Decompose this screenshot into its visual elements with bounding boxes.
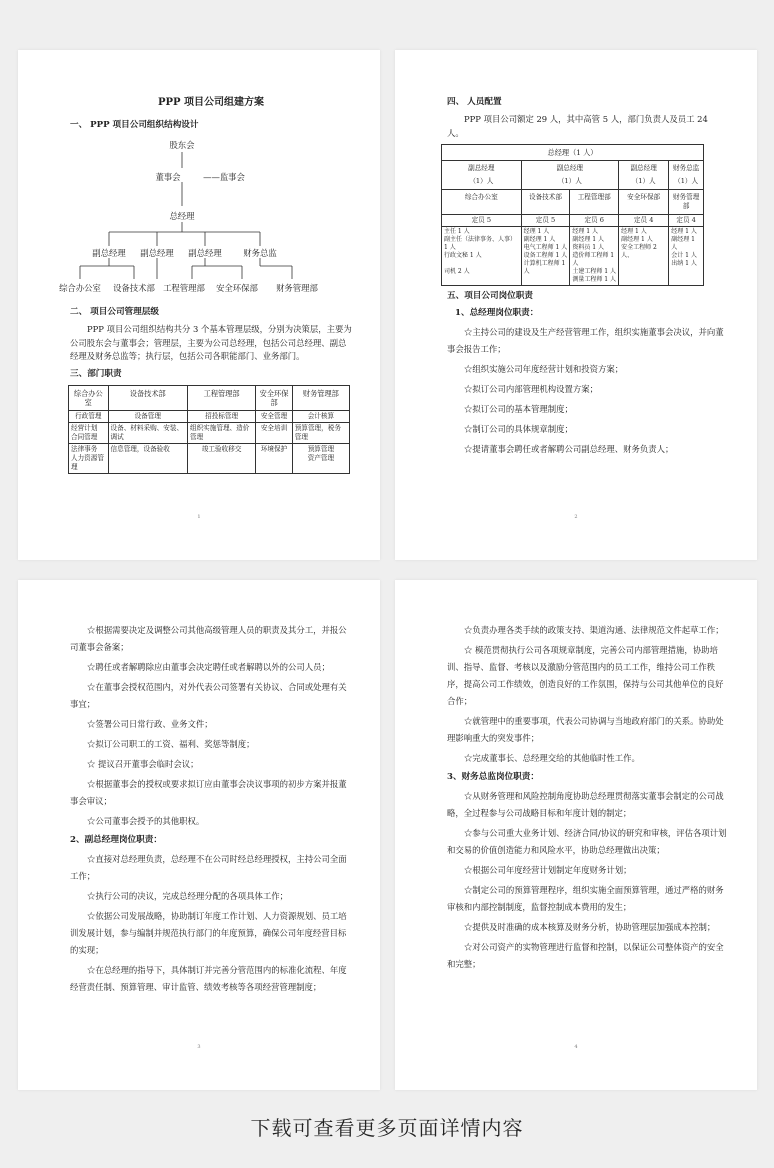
duty-item: ☆拟订公司职工的工资、福利、奖惩等制度； xyxy=(87,739,255,749)
table-cell: 定员 5 xyxy=(442,215,522,227)
table-cell: 财务总监 （1）人 xyxy=(669,161,704,190)
duty-item: ☆负责办理各类手续的政策支持、渠道沟通、法律规范文件起草工作； xyxy=(464,625,724,635)
org-node-dept: 设备技术部 xyxy=(113,283,155,293)
section-4-text: PPP 项目公司额定 29 人，其中高管 5 人，部门负责人及员工 24 人。 xyxy=(447,114,708,138)
org-chart xyxy=(52,136,334,306)
duty-item: ☆提供及时准确的成本核算及财务分析，协助管理层加强成本控制； xyxy=(464,922,716,932)
org-node-dept: 工程管理部 xyxy=(163,283,205,293)
section-3-heading: 三、部门职责 xyxy=(70,368,122,379)
document-page-4 xyxy=(395,580,757,1090)
org-node-vp: 副总经理 xyxy=(140,248,174,258)
duty-item: ☆根据公司年度经营计划制定年度财务计划； xyxy=(464,865,632,875)
duty-item: ☆拟订公司内部管理机构设置方案； xyxy=(464,384,598,394)
duty-item: ☆拟订公司的基本管理制度； xyxy=(464,404,573,414)
table-header: 综合办公室 xyxy=(69,385,109,410)
duty-item: ☆主持公司的建设及生产经营管理工作，组织实施董事会决议，并向董事会报告工作； xyxy=(447,327,724,354)
duty-item: ☆直接对总经理负责，总经理不在公司时经总经理授权，主持公司全面工作； xyxy=(70,854,347,881)
table-cell: 财务管理部 xyxy=(669,190,704,215)
org-node-vp: 副总经理 xyxy=(92,248,126,258)
table-cell: 经理 1 人 副经理 1 人 电气工程师 1 人 设备工程师 1 人 计算机工程师 1 人 xyxy=(521,227,570,286)
table-cell: 竣工验收移交 xyxy=(187,443,255,473)
table-header: 总经理（1 人） xyxy=(442,145,704,161)
duty-item: ☆提请董事会聘任或者解聘公司副总经理、财务负责人； xyxy=(464,444,674,454)
table-cell: 工程管理部 xyxy=(570,190,619,215)
table-cell: 安全培训 xyxy=(256,422,292,443)
table-cell: 副总经理 （1）人 xyxy=(442,161,522,190)
page-number: 2 xyxy=(574,514,578,520)
table-header: 财务管理部 xyxy=(292,385,349,410)
table-cell: 安全环保部 xyxy=(619,190,669,215)
document-page-2 xyxy=(395,50,757,560)
staffing-table xyxy=(441,144,704,286)
table-cell: 设备、材料采购、安装、调试 xyxy=(108,422,187,443)
table-cell: 定员 6 xyxy=(570,215,619,227)
table-cell: 组织实施管理、造价管理 xyxy=(187,422,255,443)
duty-item: ☆根据董事会的授权或要求拟订应由董事会决议事项的初步方案并报董事会审议； xyxy=(70,779,347,806)
table-cell: 经理 1 人 副经理 1 人 会计 1 人 出纳 1 人 xyxy=(669,227,704,286)
duty-item: ☆组织实施公司年度经营计划和投资方案； xyxy=(464,364,624,374)
duty-item: ☆制定公司的预算管理程序，组织实施全面预算管理，通过严格的财务审核和内部控制制度，监督控制成本费用的发生； xyxy=(447,885,724,912)
table-cell: 经理 1 人 副经理 1 人 资料员 1 人 造价师工程师 1 人 土建工程师 1 人 测量工程师 1 人 xyxy=(570,227,619,286)
table-cell: 预算管理 资产管理 xyxy=(292,443,349,473)
section-2-heading: 二、 项目公司管理层级 xyxy=(70,307,159,317)
table-cell: 主任 1 人 副主任（法律事务、人事）1 人 行政文秘 1 人 司机 2 人 xyxy=(442,227,522,286)
duty-item: ☆执行公司的决议，完成总经理分配的各项具体工作； xyxy=(87,891,288,901)
duty-item: ☆对公司资产的实物管理进行监督和控制，以保证公司整体资产的安全和完整； xyxy=(447,942,724,969)
duty-item: ☆在董事会授权范围内，对外代表公司签署有关协议、合同或处理有关事宜； xyxy=(70,682,347,709)
duty-item: ☆聘任或者解聘除应由董事会决定聘任或者解聘以外的公司人员； xyxy=(87,662,330,672)
duty-item: ☆就管理中的重要事项，代表公司协调与当地政府部门的关系。协助处理影响重大的突发事件； xyxy=(447,716,724,743)
table-cell: 定员 4 xyxy=(669,215,704,227)
page-title: PPP 项目公司组建方案 xyxy=(157,97,265,108)
subsection-1-heading: 1、总经理岗位职责： xyxy=(455,308,539,318)
org-node-board: 董事会 xyxy=(155,172,181,182)
section-5-heading: 五、项目公司岗位职责 xyxy=(447,291,533,301)
document-page-3 xyxy=(18,580,380,1090)
duty-item: ☆ 模范贯彻执行公司各项规章制度，完善公司内部管理措施，协助培训、指导、监督、考核以及激励分管范围内的员工工作，维持公司工作秩序，提高公司工作绩效，创造良好的工作氛围，保持与公司其他单位的良好合作； xyxy=(447,645,724,706)
table-header: 工程管理部 xyxy=(187,385,255,410)
org-node-supervisor: ——监事会 xyxy=(203,172,245,182)
table-cell: 定员 5 xyxy=(521,215,570,227)
table-cell: 环境保护 xyxy=(256,443,292,473)
subsection-3-heading: 3、财务总监岗位职责： xyxy=(447,772,539,782)
table-cell: 信息管理，设备验收 xyxy=(108,443,187,473)
subsection-2-heading: 2、副总经理岗位职责： xyxy=(70,835,162,845)
page-number: 1 xyxy=(197,514,201,520)
page-number: 3 xyxy=(197,1044,201,1050)
table-cell: 设备技术部 xyxy=(521,190,570,215)
table-cell: 会计核算 xyxy=(292,410,349,422)
section-4-heading: 四、 人员配置 xyxy=(447,97,502,107)
duty-item: ☆签署公司日常行政、业务文件； xyxy=(87,719,213,729)
table-cell: 副总经理 （1）人 xyxy=(521,161,618,190)
table-cell: 招投标管理 xyxy=(187,410,255,422)
table-cell: 行政管理 xyxy=(69,410,109,422)
duty-item: ☆根据需要决定及调整公司其他高级管理人员的职责及其分工，并报公司董事会备案； xyxy=(70,625,347,652)
dept-duty-table xyxy=(68,385,350,474)
page-number: 4 xyxy=(574,1044,578,1050)
section-2-text: PPP 项目公司组织结构共分 3 个基本管理层级，分别为决策层，主要为公司股东会与董事会；管理层，主要为公司总经理，包括公司总经理、副总经理及财务总监等；执行层，包括公司各职能部门、业务部门。 xyxy=(70,324,352,361)
duty-item: ☆参与公司重大业务计划、经济合同/协议的研究和审核，评估各项计划和交易的价值创造能力和风险水平，协助总经理做出决策； xyxy=(447,828,727,855)
table-cell: 经营计划 合同管理 xyxy=(69,422,109,443)
table-cell: 经理 1 人 副经理 1 人 安全工程师 2 人、 xyxy=(619,227,669,286)
table-header: 设备技术部 xyxy=(108,385,187,410)
duty-item: ☆从财务管理和风险控制角度协助总经理贯彻落实董事会制定的公司战略，全过程参与公司战略目标和年度计划的制定； xyxy=(447,791,724,818)
org-node-shareholders: 股东会 xyxy=(169,140,195,150)
table-cell: 法律事务 人力资源管理 xyxy=(69,443,109,473)
duty-item: ☆完成董事长、总经理交给的其他临时性工作。 xyxy=(464,753,640,763)
section-1-heading: 一、 PPP 项目公司组织结构设计 xyxy=(70,120,199,130)
table-cell: 预算管理，税务管理 xyxy=(292,422,349,443)
org-node-dept: 财务管理部 xyxy=(276,283,318,293)
duty-item: ☆在总经理的指导下，具体制订并完善分管范围内的标准化流程、年度经营责任制、预算管理、审计监管、绩效考核等各项经营管理制度； xyxy=(70,965,347,992)
table-cell: 设备管理 xyxy=(108,410,187,422)
org-node-gm: 总经理 xyxy=(169,211,195,221)
org-node-dept: 安全环保部 xyxy=(216,283,258,293)
table-cell: 副总经理 （1）人 xyxy=(619,161,669,190)
download-more-caption: 下载可查看更多页面详情内容 xyxy=(250,1116,524,1140)
org-node-cfo: 财务总监 xyxy=(243,248,277,258)
org-node-dept: 综合办公室 xyxy=(59,283,101,293)
duty-item: ☆公司董事会授予的其他职权。 xyxy=(87,816,205,826)
duty-item: ☆ 提议召开董事会临时会议； xyxy=(87,759,199,769)
table-cell: 定员 4 xyxy=(619,215,669,227)
org-node-vp: 副总经理 xyxy=(188,248,222,258)
duty-item: ☆依据公司发展战略，协助制订年度工作计划、人力资源规划、员工培训发展计划，参与编制并规范执行部门的年度预算，确保公司年度经营目标的实现； xyxy=(70,911,347,955)
duty-item: ☆制订公司的具体规章制度； xyxy=(464,424,573,434)
table-cell: 安全管理 xyxy=(256,410,292,422)
document-page-1 xyxy=(18,50,380,560)
table-header: 安全环保部 xyxy=(256,385,292,410)
table-cell: 综合办公室 xyxy=(442,190,522,215)
